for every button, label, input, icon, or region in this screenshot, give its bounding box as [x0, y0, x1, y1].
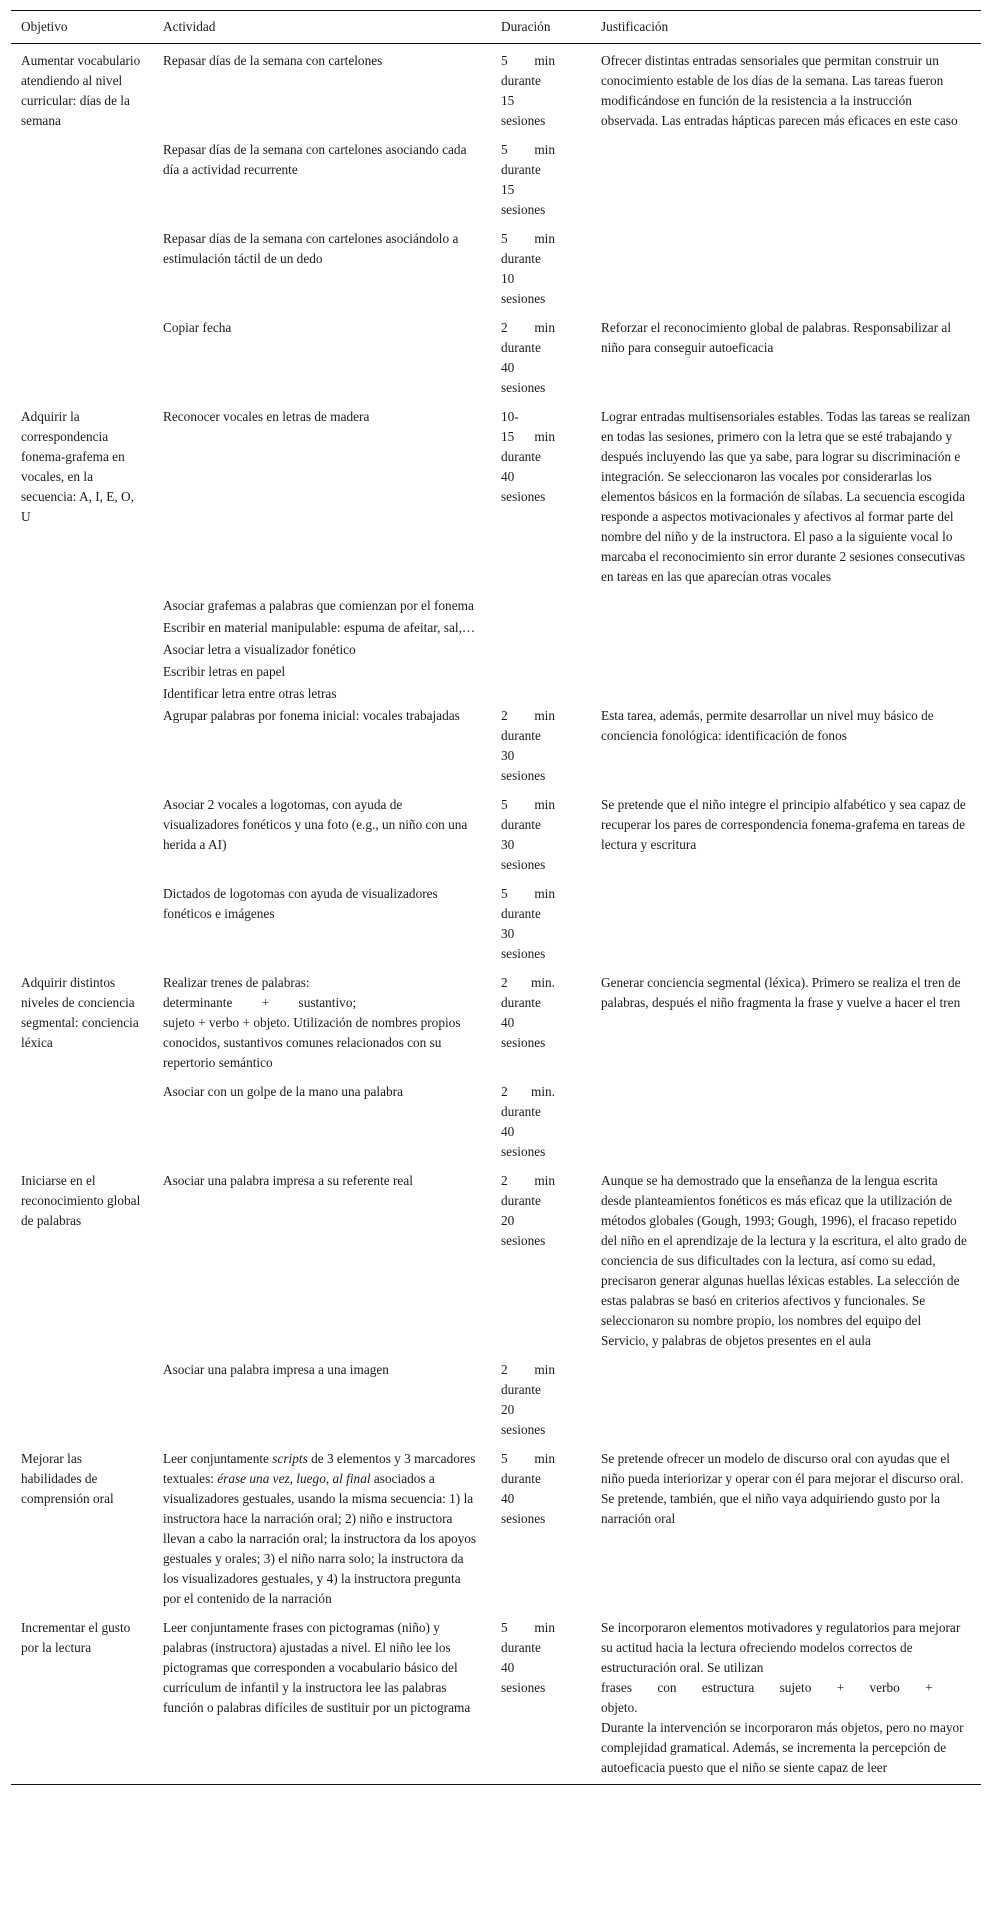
duracion-line: 15	[501, 182, 515, 197]
cell-actividad: Asociar una palabra impresa a una imagen	[163, 1362, 389, 1377]
duracion-line: durante	[501, 1640, 541, 1655]
cell-actividad: Copiar fecha	[163, 320, 232, 335]
justificacion-fragment: Durante la intervención se incorporaron más objetos, pero no mayor complejidad gramatical. Además, se incrementa la percepción de autoeficacia puesto que el niño se siente capaz de leer	[601, 1720, 964, 1775]
cell-duracion	[491, 228, 591, 317]
cell-objetivo: Adquirir la correspondencia fonema-grafema en vocales, en la secuencia: A, I, E, O, U	[21, 409, 134, 524]
duracion-line: durante	[501, 449, 541, 464]
duracion-line: 40	[501, 360, 515, 375]
duracion-line: durante	[501, 251, 541, 266]
duracion-word: min	[534, 320, 555, 335]
cell-justificacion	[591, 1359, 981, 1448]
cell-duracion	[491, 972, 591, 1081]
cell-actividad: Escribir letras en papel	[163, 664, 286, 679]
cell-actividad: Asociar una palabra impresa a su referente real	[163, 1173, 413, 1188]
cell-objetivo: Adquirir distintos niveles de conciencia segmental: conciencia léxica	[21, 975, 139, 1050]
table-body	[11, 44, 981, 1785]
duracion-line: 30	[501, 748, 515, 763]
duracion-word: 5	[501, 1451, 508, 1466]
duracion-line: durante	[501, 817, 541, 832]
duracion-line: sesiones	[501, 489, 546, 504]
cell-justificacion	[591, 661, 981, 683]
duracion-line	[501, 140, 555, 160]
duracion-line: 40	[501, 1660, 515, 1675]
justificacion-fragment: frases con estructura sujeto + verbo + objeto.	[601, 1680, 933, 1715]
duracion-line: 40	[501, 1124, 515, 1139]
header-actividad: Actividad	[153, 11, 491, 44]
cell-justificacion	[591, 639, 981, 661]
actividad-line: determinante + sustantivo;	[163, 995, 357, 1010]
duracion-word: 2	[501, 320, 508, 335]
cell-actividad: Asociar con un golpe de la mano una palabra	[163, 1084, 403, 1099]
cell-actividad	[153, 1448, 491, 1617]
duracion-line: durante	[501, 728, 541, 743]
cell-duracion	[491, 317, 591, 406]
duracion-line: sesiones	[501, 291, 546, 306]
table-row	[11, 617, 981, 639]
duracion-line: sesiones	[501, 113, 546, 128]
cell-justificacion: Lograr entradas multisensoriales estables. Todas las tareas se realizan en todas las sesiones, primero con la letra que se esté trabajando y después incluyendo las que ya sabe, para lograr su discriminación e integración. Se seleccionaron las vocales por considerarlas los elementos básicos en la formación de sílabas. La secuencia escogida responde a aspectos motivacionales y afectivos al formar parte del nombre del niño y de la instructora. El paso a la siguiente vocal lo marcaba el reconocimiento sin error durante 2 sesiones consecutivas en tareas en las que aparecían otras vocales	[601, 409, 971, 584]
duracion-word: min	[534, 1362, 555, 1377]
duracion-line: sesiones	[501, 1035, 546, 1050]
duracion-line: 30	[501, 837, 515, 852]
duracion-line: 10	[501, 271, 515, 286]
cell-duracion	[491, 705, 591, 794]
cell-actividad: Identificar letra entre otras letras	[163, 686, 337, 701]
cell-justificacion	[591, 883, 981, 972]
duracion-line: 15	[501, 93, 515, 108]
cell-duracion	[491, 639, 591, 661]
duracion-word: min	[534, 142, 555, 157]
duracion-line: sesiones	[501, 1233, 546, 1248]
cell-duracion	[491, 617, 591, 639]
cell-actividad: Repasar días de la semana con cartelones asociando cada día a actividad recurrente	[163, 142, 467, 177]
cell-actividad: Asociar grafemas a palabras que comienzan por el fonema	[163, 598, 474, 613]
duracion-line: sesiones	[501, 1422, 546, 1437]
cell-objetivo	[11, 794, 153, 883]
cell-duracion	[491, 661, 591, 683]
duracion-line	[501, 1171, 555, 1191]
actividad-line: Realizar trenes de palabras:	[163, 975, 310, 990]
cell-actividad: Asociar letra a visualizador fonético	[163, 642, 356, 657]
duracion-word: 2	[501, 1084, 508, 1099]
intervention-table	[11, 10, 981, 1785]
duracion-line: sesiones	[501, 1144, 546, 1159]
table-row	[11, 317, 981, 406]
cell-objetivo	[11, 883, 153, 972]
duracion-line	[501, 427, 555, 447]
cell-objetivo	[11, 661, 153, 683]
cell-duracion	[491, 794, 591, 883]
cell-objetivo: Mejorar las habilidades de comprensión oral	[21, 1451, 114, 1506]
cell-justificacion: Se pretende ofrecer un modelo de discurso oral con ayudas que el niño pueda interiorizar y operar con él para mejorar el discurso oral. Se pretende, también, que el niño vaya adquiriendo gusto por la narración oral	[601, 1451, 964, 1526]
cell-objetivo	[11, 683, 153, 705]
cell-actividad: Repasar días de la semana con cartelones	[163, 53, 383, 68]
header-duracion: Duración	[491, 11, 591, 44]
duracion-word: min.	[530, 1084, 555, 1099]
cell-objetivo: Incrementar el gusto por la lectura	[11, 1617, 153, 1785]
cell-justificacion	[591, 617, 981, 639]
duracion-line: durante	[501, 906, 541, 921]
justificacion-fragment: Se incorporaron elementos motivadores y regulatorios para mejorar su actitud hacia la lectura ofreciendo modelos correctos de estructuración oral. Se utilizan	[601, 1620, 961, 1675]
cell-justificacion: Se pretende que el niño integre el principio alfabético y sea capaz de recuperar los pares de correspondencia fonema-grafema en tareas de lectura y escritura	[601, 797, 966, 852]
duracion-line: durante	[501, 995, 541, 1010]
cell-actividad: Asociar 2 vocales a logotomas, con ayuda de visualizadores fonéticos y una foto (e.g., un niño con una herida a AI)	[163, 797, 468, 852]
cell-justificacion	[591, 683, 981, 705]
table-row	[11, 883, 981, 972]
table-header	[11, 11, 981, 44]
duracion-line	[501, 229, 555, 249]
duracion-line	[501, 706, 555, 726]
duracion-word: min.	[530, 975, 555, 990]
duracion-line: 40	[501, 1491, 515, 1506]
duracion-line: 10-	[501, 409, 519, 424]
duracion-line	[501, 795, 555, 815]
duracion-word: 5	[501, 142, 508, 157]
duracion-line	[501, 973, 555, 993]
duracion-line	[501, 51, 555, 71]
duracion-word: 2	[501, 708, 508, 723]
table-row	[11, 972, 981, 1081]
table-row	[11, 228, 981, 317]
cell-justificacion	[591, 139, 981, 228]
duracion-line	[501, 884, 555, 904]
duracion-line: sesiones	[501, 202, 546, 217]
duracion-line: durante	[501, 1382, 541, 1397]
duracion-line: 20	[501, 1213, 515, 1228]
duracion-line: 40	[501, 1015, 515, 1030]
cell-justificacion	[591, 228, 981, 317]
actividad-fragment: érase una vez, luego, al final	[217, 1471, 371, 1486]
cell-justificacion: Generar conciencia segmental (léxica). Primero se realiza el tren de palabras, después el niño fragmenta la frase y vuelve a hacer el tren	[601, 975, 961, 1010]
cell-justificacion	[591, 1081, 981, 1170]
actividad-fragment: asociados a visualizadores gestuales, usando la misma secuencia: 1) la instructora hace la narración oral; 2) niño e instructora llevan a cabo la narración oral; la instructora da los apoyos gestuales y orales; 3) el niño narra solo; la instructora da los visualizadores gestuales, y 4) la instructora pregunta por el contenido de la narración	[163, 1471, 477, 1606]
cell-duracion	[491, 44, 591, 140]
duracion-word: 2	[501, 1362, 508, 1377]
duracion-line: durante	[501, 1471, 541, 1486]
table-row	[11, 705, 981, 794]
duracion-line	[501, 1360, 555, 1380]
duracion-line: sesiones	[501, 1511, 546, 1526]
actividad-line: sujeto + verbo + objeto. Utilización de nombres propios conocidos, sustantivos comunes relacionados con su repertorio semántico	[163, 1015, 461, 1070]
duracion-line: sesiones	[501, 768, 546, 783]
cell-actividad: Reconocer vocales en letras de madera	[163, 409, 370, 424]
table-row	[11, 406, 981, 595]
cell-actividad	[153, 972, 491, 1081]
duracion-line	[501, 1082, 555, 1102]
table-row	[11, 595, 981, 617]
actividad-fragment: de 3 elementos y 3 marcadores textuales:	[163, 1451, 476, 1486]
cell-duracion	[491, 1617, 591, 1785]
duracion-line: sesiones	[501, 946, 546, 961]
duracion-word: 15	[501, 429, 515, 444]
duracion-line: 30	[501, 926, 515, 941]
table-row	[11, 683, 981, 705]
duracion-line: sesiones	[501, 857, 546, 872]
cell-justificacion: Ofrecer distintas entradas sensoriales que permitan construir un conocimiento estable de los días de la semana. Las tareas fueron modificándose en función de la resistencia a la instrucción observada. Las entradas hápticas parecen más eficaces en este caso	[601, 53, 958, 128]
cell-objetivo	[11, 595, 153, 617]
duracion-word: 5	[501, 1620, 508, 1635]
duracion-word: min	[534, 53, 555, 68]
cell-duracion	[491, 1359, 591, 1448]
cell-justificacion: Reforzar el reconocimiento global de palabras. Responsabilizar al niño para conseguir autoeficacia	[601, 320, 952, 355]
table-row	[11, 794, 981, 883]
cell-duracion	[491, 883, 591, 972]
cell-actividad: Dictados de logotomas con ayuda de visualizadores fonéticos e imágenes	[163, 886, 438, 921]
table-row	[11, 139, 981, 228]
cell-objetivo	[11, 317, 153, 406]
duracion-line: durante	[501, 162, 541, 177]
duracion-word: min	[534, 708, 555, 723]
table-row	[11, 661, 981, 683]
duracion-word: 5	[501, 797, 508, 812]
duracion-word: min	[534, 797, 555, 812]
cell-duracion	[491, 1448, 591, 1617]
cell-duracion	[491, 406, 591, 595]
duracion-line	[501, 318, 555, 338]
duracion-word: min	[534, 231, 555, 246]
duracion-word: 5	[501, 53, 508, 68]
cell-objetivo: Aumentar vocabulario atendiendo al nivel curricular: días de la semana	[21, 53, 141, 128]
table-row	[11, 1359, 981, 1448]
duracion-word: 2	[501, 975, 508, 990]
duracion-line: durante	[501, 1193, 541, 1208]
duracion-line	[501, 1449, 555, 1469]
duracion-line	[501, 1618, 555, 1638]
table-row	[11, 639, 981, 661]
cell-duracion	[491, 595, 591, 617]
duracion-word: min	[534, 429, 555, 444]
duracion-line: sesiones	[501, 380, 546, 395]
cell-objetivo	[11, 1359, 153, 1448]
header-objetivo: Objetivo	[11, 11, 153, 44]
duracion-word: min	[534, 1620, 555, 1635]
cell-justificacion: Esta tarea, además, permite desarrollar un nivel muy básico de conciencia fonológica: identificación de fonos	[601, 708, 934, 743]
duracion-word: min	[534, 1173, 555, 1188]
duracion-word: 5	[501, 231, 508, 246]
duracion-line: sesiones	[501, 1680, 546, 1695]
duracion-word: min	[534, 1451, 555, 1466]
cell-justificacion: Aunque se ha demostrado que la enseñanza de la lengua escrita desde planteamientos fonéticos es más eficaz que la utilización de métodos globales (Gough, 1993; Gough, 1996), el fracaso repetido del niño en el aprendizaje de la lectura y la escritura, el alto grado de conciencia de sus dificultades con la lectura, así como su edad, precisaron generar algunas huellas léxicas estables. La selección de estas palabras se basó en criterios afectivos y funcionales. Se seleccionaron su nombre propio, los nombres del equipo del Servicio, y palabras de objetos presentes en el aula	[601, 1173, 967, 1348]
actividad-fragment: scripts	[272, 1451, 308, 1466]
duracion-line: 40	[501, 469, 515, 484]
duracion-line: 20	[501, 1402, 515, 1417]
duracion-word: 2	[501, 1173, 508, 1188]
cell-objetivo	[11, 705, 153, 794]
duracion-line: durante	[501, 1104, 541, 1119]
cell-actividad: Leer conjuntamente frases con pictogramas (niño) y palabras (instructora) ajustadas a nivel. El niño lee los pictogramas que corresponden a vocabulario básico del currículum de infantil y la instructora lee las palabras función o palabras difíciles de sustituir por un pictograma	[153, 1617, 491, 1785]
table-row	[11, 44, 981, 140]
cell-objetivo	[11, 228, 153, 317]
header-justificacion: Justificación	[591, 11, 981, 44]
cell-justificacion	[591, 595, 981, 617]
cell-duracion	[491, 1170, 591, 1359]
table-row	[11, 1170, 981, 1359]
table-row	[11, 1617, 981, 1785]
duracion-word: min	[534, 886, 555, 901]
duracion-word: 5	[501, 886, 508, 901]
cell-actividad: Repasar días de la semana con cartelones asociándolo a estimulación táctil de un dedo	[163, 231, 459, 266]
actividad-fragment: Leer conjuntamente	[163, 1451, 273, 1466]
cell-actividad: Agrupar palabras por fonema inicial: vocales trabajadas	[163, 708, 460, 723]
cell-objetivo: Iniciarse en el reconocimiento global de palabras	[21, 1173, 141, 1228]
cell-objetivo	[11, 139, 153, 228]
table-row	[11, 1081, 981, 1170]
cell-objetivo	[11, 639, 153, 661]
duracion-line: durante	[501, 340, 541, 355]
table-row	[11, 1448, 981, 1617]
cell-justificacion	[591, 1617, 981, 1785]
cell-objetivo	[11, 617, 153, 639]
cell-duracion	[491, 683, 591, 705]
duracion-line: durante	[501, 73, 541, 88]
cell-actividad: Escribir en material manipulable: espuma de afeitar, sal,…	[163, 620, 476, 635]
cell-objetivo	[11, 1081, 153, 1170]
cell-duracion	[491, 1081, 591, 1170]
cell-duracion	[491, 139, 591, 228]
